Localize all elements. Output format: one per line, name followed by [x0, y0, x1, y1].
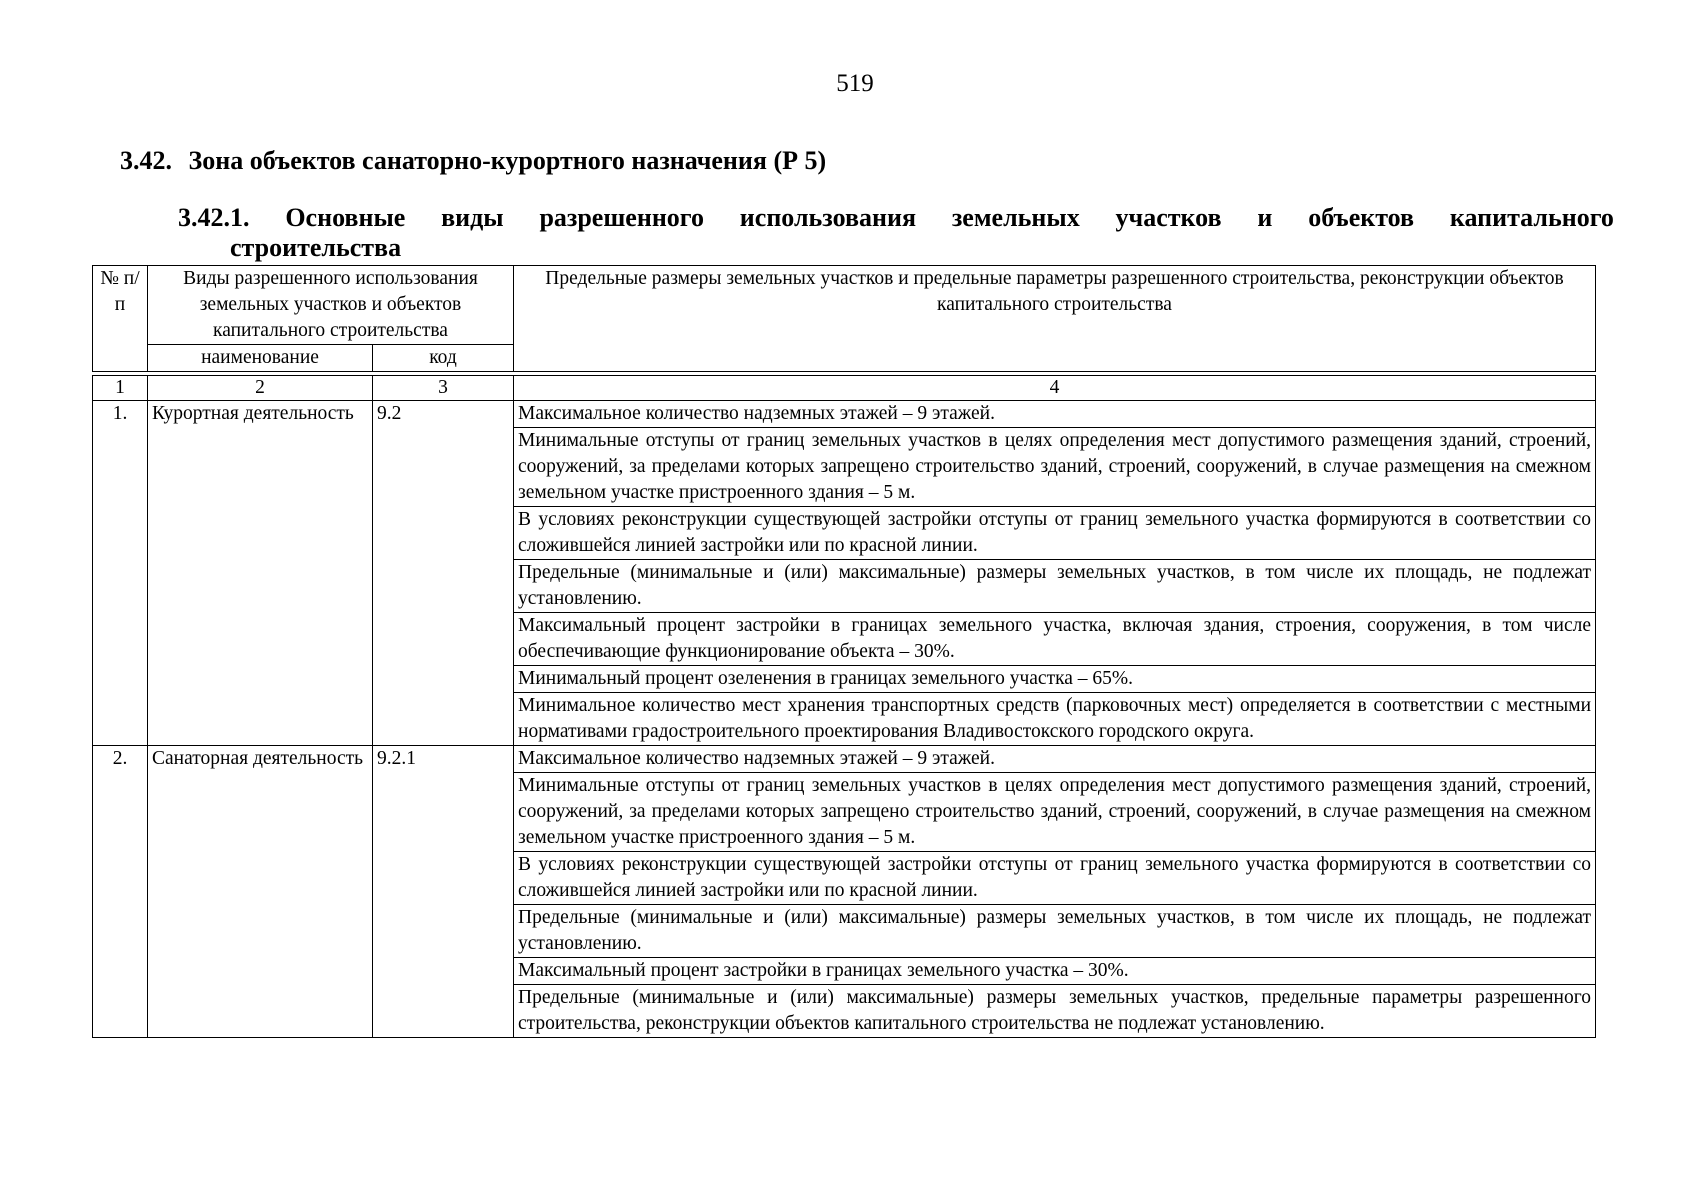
sub-heading-word: капитального	[1449, 203, 1614, 232]
sub-heading-word: и	[1257, 203, 1273, 232]
permitted-use-table	[92, 265, 1596, 1038]
parameter-text: Минимальные отступы от границ земельных участков в целях определения мест допустимого размещения зданий, строений, сооружений, за пределами которых запрещено строительство зданий, строений, сооружений, в случае размещения на смежном земельном участке пристроенного здания – 5 м.	[514, 428, 1596, 507]
column-number: 2	[148, 376, 373, 401]
parameter-text: В условиях реконструкции существующей застройки отступы от границ земельного участка формируются в соответствии со сложившейся линией застройки или по красной линии.	[514, 507, 1596, 560]
table-row	[93, 746, 1596, 773]
parameter-text: Максимальный процент застройки в границах земельного участка, включая здания, строения, сооружения, в том числе обеспечивающие функционирование объекта – 30%.	[514, 613, 1596, 666]
parameter-text: Максимальное количество надземных этажей – 9 этажей.	[514, 401, 1596, 428]
header-num: № п/п	[93, 266, 148, 372]
sub-heading-word: разрешенного	[539, 203, 704, 232]
zone-heading-title: Зона объектов санаторно-курортного назначения (Р 5)	[188, 146, 827, 175]
sub-heading-word: земельных	[951, 203, 1080, 232]
parameter-text: Предельные (минимальные и (или) максимальные) размеры земельных участков, предельные параметры разрешенного строительства, реконструкции объектов капитального строительства не подлежат установлению.	[514, 985, 1596, 1038]
header-code: код	[373, 345, 514, 372]
column-number: 1	[93, 376, 148, 401]
zone-heading	[120, 146, 826, 176]
parameter-text: Минимальные отступы от границ земельных участков в целях определения мест допустимого размещения зданий, строений, сооружений, за пределами которых запрещено строительство зданий, строений, сооружений, в случае размещения на смежном земельном участке пристроенного здания – 5 м.	[514, 773, 1596, 852]
parameter-text: Минимальное количество мест хранения транспортных средств (парковочных мест) определяется в соответствии с местными нормативами градостроительного проектирования Владивостокского городского округа.	[514, 693, 1596, 746]
parameter-text: Максимальное количество надземных этажей – 9 этажей.	[514, 746, 1596, 773]
page-number: 519	[836, 70, 874, 97]
sub-heading-word: объектов	[1308, 203, 1415, 232]
use-code: 9.2.1	[373, 746, 514, 1038]
sub-heading-line1	[178, 203, 1614, 233]
header-types: Виды разрешенного использования земельных участков и объектов капитального строительства	[148, 266, 514, 345]
column-number: 4	[514, 376, 1596, 401]
parameter-text: Предельные (минимальные и (или) максимальные) размеры земельных участков, в том числе их площадь, не подлежат установлению.	[514, 905, 1596, 958]
sub-heading-word: использования	[739, 203, 917, 232]
row-number: 1.	[93, 401, 148, 746]
zone-heading-number: 3.42.	[120, 146, 172, 175]
sub-heading-line2: строительства	[230, 233, 402, 262]
parameter-text: Предельные (минимальные и (или) максимальные) размеры земельных участков, в том числе их площадь, не подлежат установлению.	[514, 560, 1596, 613]
table-header	[93, 266, 1596, 372]
parameter-text: Максимальный процент застройки в границах земельного участка – 30%.	[514, 958, 1596, 985]
row-number: 2.	[93, 746, 148, 1038]
table-row	[93, 401, 1596, 428]
sub-heading-word: Основные	[285, 203, 406, 232]
use-name: Курортная деятельность	[148, 401, 373, 746]
sub-heading-word: виды	[441, 203, 504, 232]
use-code: 9.2	[373, 401, 514, 746]
parameter-text: В условиях реконструкции существующей застройки отступы от границ земельного участка формируются в соответствии со сложившейся линией застройки или по красной линии.	[514, 852, 1596, 905]
header-params: Предельные размеры земельных участков и предельные параметры разрешенного строительства, реконструкции объектов капитального строительства	[514, 266, 1596, 372]
sub-heading-number: 3.42.1.	[178, 203, 250, 232]
sub-heading-word: участков	[1115, 203, 1222, 232]
column-number: 3	[373, 376, 514, 401]
parameter-text: Минимальный процент озеленения в границах земельного участка – 65%.	[514, 666, 1596, 693]
sub-heading	[178, 203, 1614, 263]
column-numbers-row	[93, 376, 1596, 401]
use-name: Санаторная деятельность	[148, 746, 373, 1038]
table-body	[93, 401, 1596, 1038]
header-name: наименование	[148, 345, 373, 372]
